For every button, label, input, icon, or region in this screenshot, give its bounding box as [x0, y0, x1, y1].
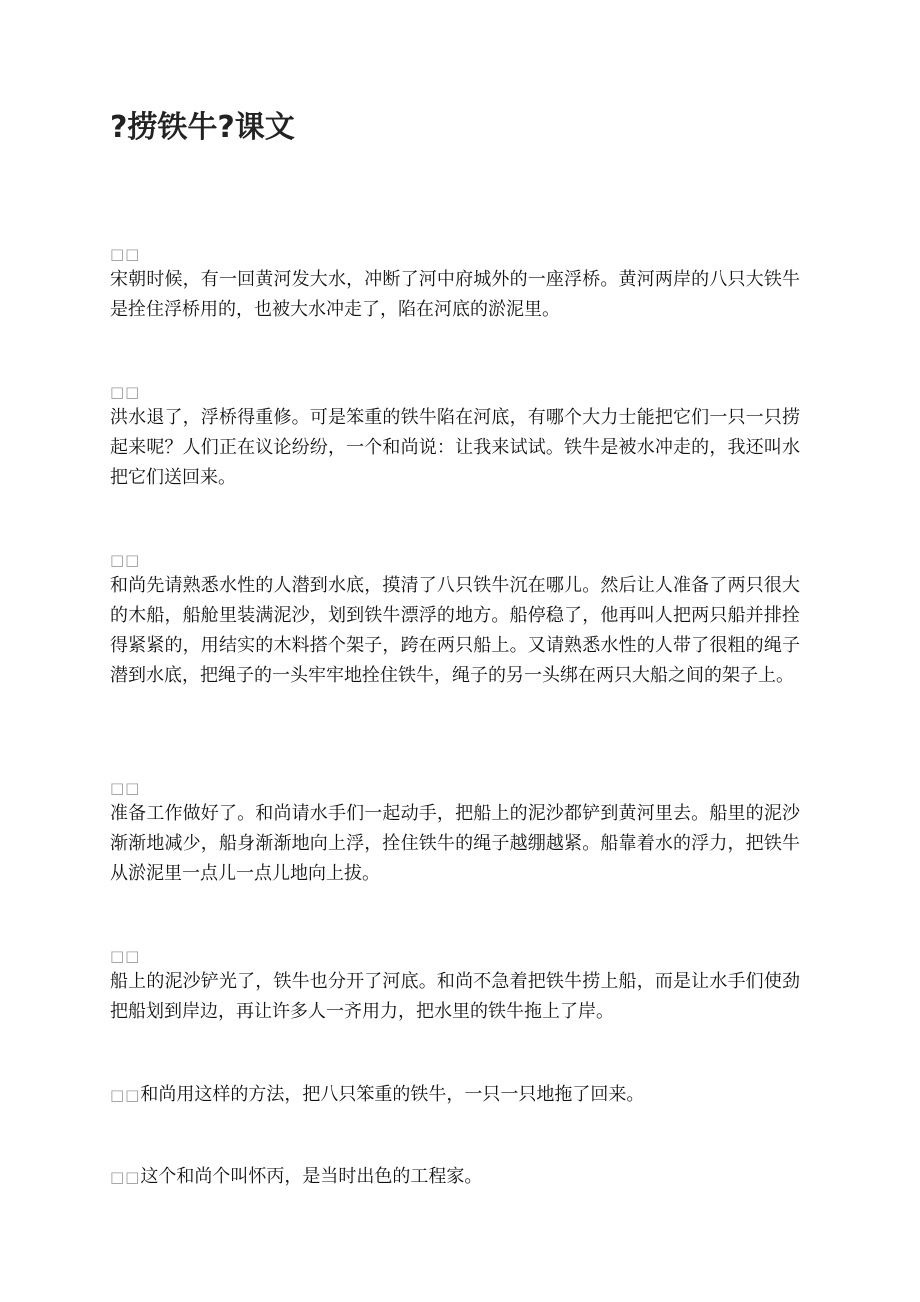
paragraph-marker: □□	[110, 551, 141, 569]
paragraph-text: 和尚先请熟悉水性的人潜到水底，摸清了八只铁牛沉在哪儿。然后让人准备了两只很大的木船，船舱里装满泥沙，划到铁牛漂浮的地方。船停稳了，他再叫人把两只船并排拴得紧紧的，用结实的木料搭个架子，跨在两只船上。又请熟悉水性的人带了很粗的绳子潜到水底，把绳子的一头牢牢地拴住铁牛，绳子的另一头绑在两只大船之间的架子上。	[110, 575, 800, 686]
paragraph-marker: □□	[110, 779, 141, 797]
paragraph-3	[110, 551, 800, 691]
paragraph-marker: □□	[110, 245, 141, 263]
paragraph-text: 这个和尚个叫怀丙，是当时出色的工程家。	[140, 1166, 483, 1187]
paragraph-text: 和尚用这样的方法，把八只笨重的铁牛，一只一只地拖了回来。	[140, 1084, 645, 1105]
paragraph-text: 船上的泥沙铲光了，铁牛也分开了河底。和尚不急着把铁牛捞上船，而是让水手们使劲把船划到岸边，再让许多人一齐用力，把水里的铁牛拖上了岸。	[110, 971, 800, 1022]
paragraph-text: 准备工作做好了。和尚请水手们一起动手，把船上的泥沙都铲到黄河里去。船里的泥沙渐渐地减少，船身渐渐地向上浮，拴住铁牛的绳子越绷越紧。船靠着水的浮力，把铁牛从淤泥里一点儿一点儿地向上拔。	[110, 803, 800, 884]
paragraph-text: 宋朝时候，有一回黄河发大水，冲断了河中府城外的一座浮桥。黄河两岸的八只大铁牛是拴住浮桥用的，也被大水冲走了，陷在河底的淤泥里。	[110, 269, 800, 320]
paragraph-6	[110, 1080, 800, 1110]
paragraph-marker: □□	[110, 383, 141, 401]
document-title: ?捞铁牛?课文	[110, 110, 295, 145]
paragraph-1	[110, 245, 800, 325]
paragraph-5	[110, 947, 800, 1027]
paragraph-7	[110, 1162, 800, 1192]
paragraph-marker: □□	[110, 1086, 141, 1104]
paragraph-text: 洪水退了，浮桥得重修。可是笨重的铁牛陷在河底，有哪个大力士能把它们一只一只捞起来呢？人们正在议论纷纷，一个和尚说：让我来试试。铁牛是被水冲走的，我还叫水把它们送回来。	[110, 407, 800, 488]
paragraph-4	[110, 779, 800, 889]
paragraph-marker: □□	[110, 1168, 141, 1186]
paragraph-2	[110, 383, 800, 493]
paragraph-marker: □□	[110, 947, 141, 965]
